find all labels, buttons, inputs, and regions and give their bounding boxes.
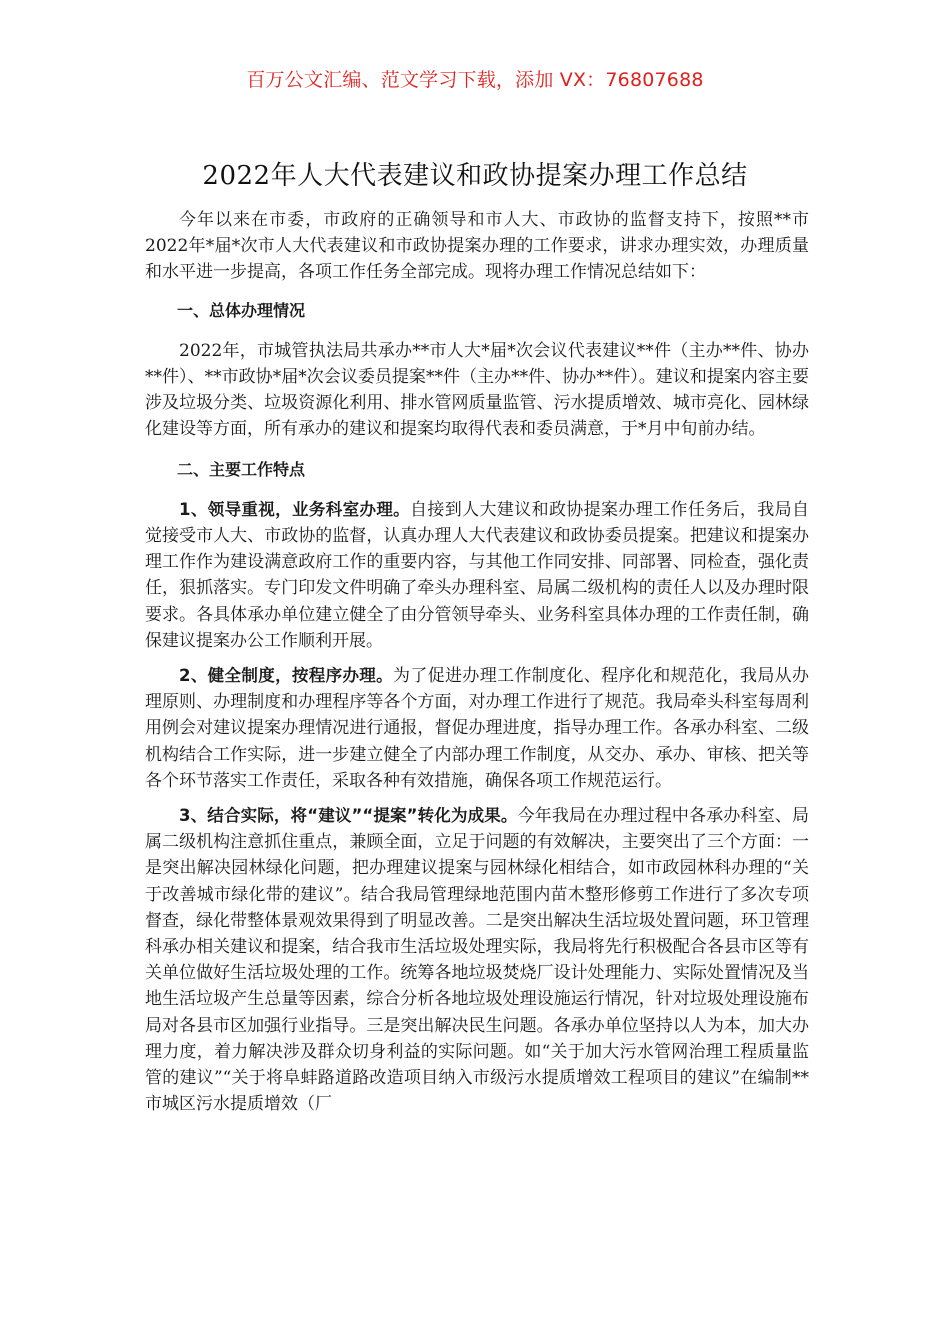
overall-paragraph: 2022年，市城管执法局共承办**市人大*届*次会议代表建议**件（主办**件、协办**件）、**市政协*届*次会议委员提案**件（主办**件、协办**件）。建议和提案内容主要涉及垃圾分类、垃圾资源化利用、排水管网质量监管、污水提质增效、城市亮化、园林绿化建设等方面，所有承办的建议和提案均取得代表和委员满意，于*月中旬前办结。 [145, 340, 809, 440]
promo-banner: 百万公文汇编、范文学习下载，添加 VX：76807688 [246, 69, 704, 91]
feature-text-1: 自接到人大建议和政协提案办理工作任务后，我局自觉接受市人大、市政协的监督，认真办理人大代表建议和政协委员提案。把建议和提案办理工作作为建设满意政府工作的重要内容，与其他工作同安排、同部署、同检查，强化责任，狠抓落实。专门印发文件明确了牵头办理科室、局属二级机构的责任人以及办理时限要求。各具体承办单位建立健全了由分管领导牵头、业务科室具体办理的工作责任制，确保建议提案办公工作顺利开展。 [145, 499, 809, 651]
intro-paragraph: 今年以来在市委，市政府的正确领导和市人大、市政协的监督支持下，按照**市2022年*届*次市人大代表建议和市政协提案办理的工作要求，讲求办理实效，办理质量和水平进一步提高，各项工作任务全部完成。现将办理工作情况总结如下： [145, 210, 809, 283]
feature-paragraph-2 [145, 663, 809, 794]
feature-lead-2: 2、健全制度，按程序办理。 [179, 666, 394, 686]
section-heading-overall: 一、总体办理情况 [177, 300, 306, 320]
document-title: 2022年人大代表建议和政协提案办理工作总结 [202, 161, 748, 191]
document-body [145, 207, 809, 1127]
feature-paragraph-3 [145, 803, 809, 1117]
feature-text-2: 为了促进办理工作制度化、程序化和规范化，我局从办理原则、办理制度和办理程序等各个方面，对办理工作进行了规范。我局牵头科室每周利用例会对建议提案办理情况进行通报，督促办理进度，指导办理工作。各承办科室、二级机构结合工作实际，进一步建立健全了内部办理工作制度，从交办、承办、审核、把关等各个环节落实工作责任，采取各种有效措施，确保各项工作规范运行。 [145, 666, 810, 791]
feature-text-3: 今年我局在办理过程中各承办科室、局属二级机构注意抓住重点，兼顾全面，立足于问题的有效解决，主要突出了三个方面：一是突出解决园林绿化问题，把办理建议提案与园林绿化相结合，如市政园林科办理的“关于改善城市绿化带的建议”。结合我局管理绿地范围内苗木整形修剪工作进行了多次专项督查，绿化带整体景观效果得到了明显改善。二是突出解决生活垃圾处置问题，环卫管理科承办相关建议和提案，结合我市生活垃圾处理实际，我局将先行积极配合各县市区等有关单位做好生活垃圾处理的工作。统筹各地垃圾焚烧厂设计处理能力、实际处置情况及当地生活垃圾产生总量等因素，综合分析各地垃圾处理设施运行情况，针对垃圾处理设施布局对各县市区加强行业指导。三是突出解决民生问题。各承办单位坚持以人为本，加大办理力度，着力解决涉及群众切身利益的实际问题。如“关于加大污水管网治理工程质量监管的建议”“关于将阜蚌路道路改造项目纳入市级污水提质增效工程项目的建议”在编制**市城区污水提质增效（厂 [145, 806, 810, 1115]
feature-paragraph-1 [145, 497, 809, 654]
feature-lead-3: 3、结合实际，将“建议”“提案”转化为成果。 [179, 806, 518, 826]
feature-lead-1: 1、领导重视，业务科室办理。 [179, 499, 411, 519]
section-heading-features: 二、主要工作特点 [177, 459, 306, 479]
